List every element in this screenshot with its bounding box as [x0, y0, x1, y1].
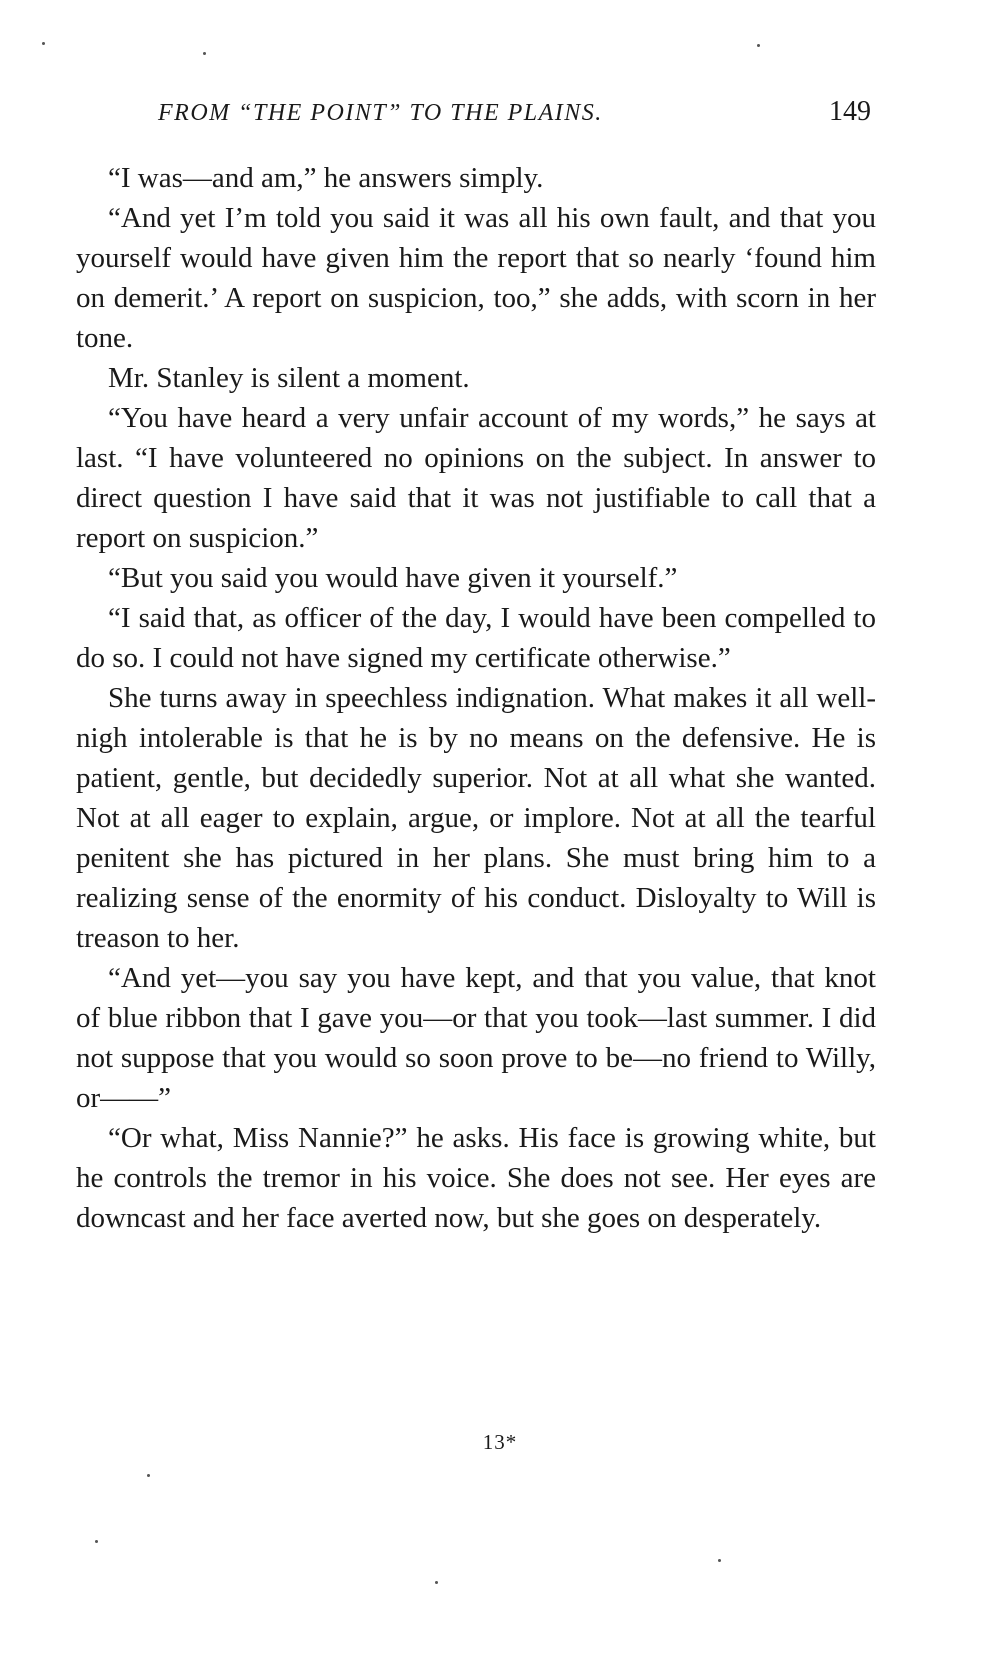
paragraph: “I was—and am,” he answers simply.: [108, 162, 544, 194]
paragraph: “And yet—you say you have kept, and that you value, that knot of blue ribbon that I gave you—or that you took—last summer. I did not suppose that you would so soon prove to be—no friend to Willy, or——”: [76, 962, 876, 1114]
paragraph: “You have heard a very unfair account of my words,” he says at last. “I have volunteered no opinions on the subject. In answer to direct question I have said that it was not justifiable to call that a report on suspicion.”: [76, 402, 876, 554]
paragraph: “I said that, as officer of the day, I would have been compelled to do so. I could not have signed my certificate otherwise.”: [76, 602, 876, 674]
paragraph: Mr. Stanley is silent a moment.: [108, 362, 470, 394]
signature-mark: 13*: [482, 1430, 518, 1454]
paragraph: “And yet I’m told you said it was all his own fault, and that you yourself would have given him the report that so nearly ‘found him on demerit.’ A report on suspicion, too,” she adds, with scorn in her tone.: [76, 202, 876, 354]
paper-speck: [435, 1581, 438, 1584]
paper-speck: [203, 52, 206, 55]
paragraph: “But you said you would have given it yourself.”: [108, 562, 678, 594]
paper-speck: [42, 42, 45, 45]
paragraph: “Or what, Miss Nannie?” he asks. His face is growing white, but he controls the tremor in his voice. She does not see. Her eyes are downcast and her face averted now, but she goes on desperately.: [76, 1122, 876, 1234]
running-title: FROM “THE POINT” TO THE PLAINS.: [158, 100, 603, 126]
page-header: [158, 96, 878, 136]
paper-speck: [95, 1540, 98, 1543]
body-text: [76, 158, 876, 1238]
paper-speck: [757, 44, 760, 47]
paper-speck: [718, 1559, 721, 1562]
paragraph: She turns away in speechless indignation. What makes it all well-nigh intolerable is that he is by no means on the defensive. He is patient, gentle, but decidedly superior. Not at all what she wanted. Not at all eager to explain, argue, or implore. Not at all the tearful penitent she has pictured in her plans. She must bring him to a realizing sense of the enormity of his conduct. Disloyalty to Will is treason to her.: [76, 682, 876, 954]
page-number: 149: [829, 96, 871, 127]
paper-speck: [147, 1474, 150, 1477]
